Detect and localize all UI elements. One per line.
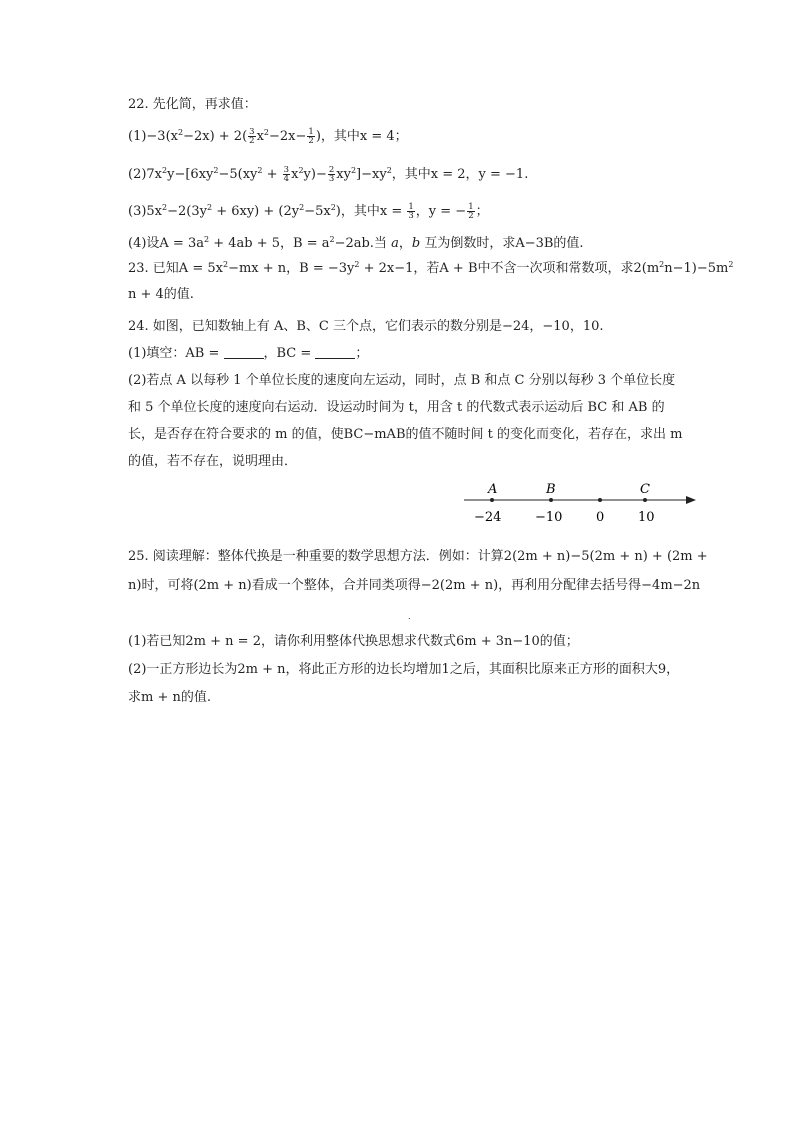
svg-text:−24: −24 <box>474 510 502 525</box>
svg-text:0: 0 <box>596 510 605 525</box>
q22-part-1: $(1)-3(x^2-2x) + 2$( $\frac{3}{2}$ $x^2-2x-$ $\frac{1}{2}$ )，其中x = 4； <box>128 127 408 146</box>
q25-part-1: (1)若已知2m + n = 2，请你利用整体代换思想求代数式6m + 3n−10的值； <box>128 634 579 649</box>
number-line-point-origin <box>596 498 604 525</box>
answer-blank-ab[interactable] <box>224 346 264 359</box>
fraction: $\frac{1}{2}$ <box>468 202 474 221</box>
number-line-point-a <box>474 482 501 525</box>
q25-part-2-line-1: (2)一正方形边长为2m + n，将此正方形的边长均增加1之后，其面积比原来正方形的面积大9， <box>128 662 680 677</box>
svg-text:−10: −10 <box>535 510 563 525</box>
q25-part-2-line-2: 求m + n的值. <box>128 690 211 705</box>
q25-line-1: 25. 阅读理解：整体代换是一种重要的数学思想方法．例如：计算2(2m + n)−5(2m + n) + (2m + <box>128 549 708 564</box>
number-line <box>460 480 700 530</box>
q24-heading: 24. 如图，已知数轴上有 A、B、C 三个点，它们表示的数分别是−24，−10，10. <box>128 319 604 334</box>
q22-part-3: $(3)5x^2-2(3y^2 + 6xy) + (2y^2-5x^2)$，其中x = $\frac{1}{3}$ ，y = − $\frac{1}{2}$ ； <box>128 202 489 221</box>
q24-part-2-line-4: 的值，若不存在，说明理由． <box>128 454 298 469</box>
q24-part-2-line-1: (2)若点 A 以每秒 1 个单位长度的速度向左运动，同时，点 B 和点 C 分别以每秒 3 个单位长度 <box>128 373 676 388</box>
q25-line-2: n)时，可将(2m + n)看成一个整体，合并同类项得−2(2m + n)，再利用分配律去括号得−4m−2n <box>128 578 701 593</box>
q23-line-2: n + 4的值. <box>128 287 194 302</box>
q22-part-2: $(2)7x^2y-[6xy^2-5(xy^2$ + $\frac{3}{4}$ $x^2y)-$ $\frac{2}{3}$ $xy^2]-xy^2$，其中x = 2，y = −1. <box>128 165 529 184</box>
q24-part-2-line-2: 和 5 个单位长度的速度向右运动．设运动时间为 t，用含 t 的代数式表示运动后 BC 和 AB 的 <box>128 400 665 415</box>
svg-text:C: C <box>640 482 650 497</box>
number-line-arrow <box>686 496 696 504</box>
q24-part-1: (1)填空：AB = ，BC = ； <box>128 346 369 361</box>
q24-part-2-line-3: 长，是否存在符合要求的 m 的值，使BC−mAB的值不随时间 t 的变化而变化，若存在，求出 m <box>128 427 683 442</box>
q22-part-4: (4)设$A = 3a^2 + 4ab + 5$，$B = a^2-2ab$.当 a，b 互为倒数时，求A−3B的值. <box>128 235 584 251</box>
fraction: $\frac{1}{3}$ <box>408 202 414 221</box>
answer-blank-bc[interactable] <box>315 346 355 359</box>
fraction: $\frac{2}{3}$ <box>328 165 335 184</box>
svg-text:A: A <box>488 482 498 497</box>
q23-line-1: 23. 已知$A = 5x^2-mx + n$，$B = -3y^2 + 2x-1$，若A + B中不含一次项和常数项，求$2(m^2n-1)-5m^2$ <box>128 260 734 276</box>
fraction: $\frac{3}{2}$ <box>249 127 255 146</box>
number-line-point-c <box>638 482 655 525</box>
svg-text:10: 10 <box>638 510 655 525</box>
svg-text:B: B <box>546 482 556 497</box>
stray-dot: . <box>408 612 411 621</box>
number-line-point-b <box>535 482 562 525</box>
q22-heading: 22. 先化简，再求值： <box>128 97 257 112</box>
fraction: $\frac{1}{2}$ <box>308 127 314 146</box>
fraction: $\frac{3}{4}$ <box>283 165 290 184</box>
